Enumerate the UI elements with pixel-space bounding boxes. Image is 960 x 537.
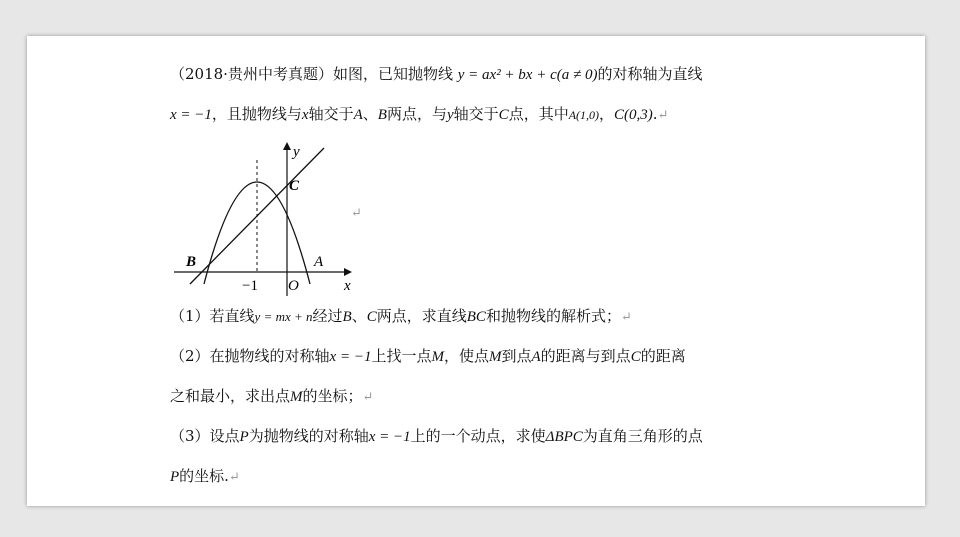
question-text: 两点，求直线 bbox=[376, 307, 467, 325]
point-P: P bbox=[170, 469, 180, 485]
label-B: B bbox=[186, 254, 197, 270]
question-text: 的坐标. bbox=[179, 467, 229, 485]
question-text: 之和最小，求出点 bbox=[170, 387, 291, 405]
question-text: 和抛物线的解析式； bbox=[485, 307, 621, 325]
coord-C: C(0,3) bbox=[614, 107, 653, 123]
var-x: x bbox=[301, 107, 309, 123]
question-text: （3）设点 bbox=[170, 427, 240, 445]
label-origin: O bbox=[288, 278, 299, 294]
question-3-continued bbox=[170, 466, 240, 488]
line-BC-label: BC bbox=[466, 309, 486, 325]
point-B: B bbox=[342, 309, 352, 325]
point-A: A bbox=[531, 349, 541, 365]
paragraph-mark: ↵ bbox=[657, 108, 669, 123]
parabola-equation: y = ax² + bx + c(a ≠ 0) bbox=[457, 67, 598, 83]
label-y: y bbox=[293, 144, 300, 160]
question-1 bbox=[170, 306, 632, 328]
paragraph-mark: ↵ bbox=[351, 206, 362, 221]
question-text: 经过 bbox=[312, 307, 343, 325]
period: . bbox=[652, 105, 658, 123]
x-axis-arrow bbox=[344, 268, 352, 276]
problem-text: 两点，与 bbox=[386, 105, 447, 123]
paragraph-mark: ↵ bbox=[620, 310, 632, 325]
point-A: A bbox=[353, 107, 363, 123]
problem-text: 点，其中 bbox=[508, 105, 569, 123]
question-text: （1）若直线 bbox=[170, 307, 255, 325]
problem-text: 轴交于 bbox=[308, 105, 354, 123]
question-2 bbox=[170, 346, 686, 367]
question-2-continued bbox=[170, 386, 373, 408]
var-y: y bbox=[446, 107, 454, 123]
problem-text: 的对称轴为直线 bbox=[597, 65, 703, 83]
label-C: C bbox=[289, 178, 300, 194]
problem-source: （2018·贵州中考真题） bbox=[170, 65, 333, 83]
question-text: 的距离与到点 bbox=[540, 347, 631, 365]
point-C: C bbox=[630, 349, 641, 365]
separator: 、 bbox=[351, 307, 367, 325]
problem-line-2 bbox=[170, 104, 668, 126]
question-text: 为直角三角形的点 bbox=[582, 427, 703, 445]
paragraph-mark: ↵ bbox=[228, 470, 240, 485]
axis-equation: x = −1 bbox=[170, 107, 212, 123]
point-M: M bbox=[431, 349, 444, 365]
problem-text: 轴交于 bbox=[453, 105, 499, 123]
question-text: 的坐标； bbox=[302, 387, 363, 405]
problem-text: 如图，已知抛物线 bbox=[332, 65, 453, 83]
label-neg1: −1 bbox=[242, 278, 258, 294]
point-M: M bbox=[290, 389, 303, 405]
question-text: 为抛物线的对称轴 bbox=[248, 427, 369, 445]
question-3 bbox=[170, 426, 703, 447]
separator: ， bbox=[599, 105, 615, 123]
point-P: P bbox=[239, 429, 249, 445]
point-B: B bbox=[377, 107, 387, 123]
problem-text: ，且抛物线与 bbox=[211, 105, 302, 123]
question-text: 上的一个动点，求使 bbox=[410, 427, 546, 445]
question-text: （2）在抛物线的对称轴 bbox=[170, 347, 330, 365]
axis-equation: x = −1 bbox=[329, 349, 372, 365]
problem-line-1 bbox=[170, 64, 702, 85]
paragraph-mark: ↵ bbox=[362, 390, 374, 405]
question-text: ，使点 bbox=[443, 347, 489, 365]
separator: 、 bbox=[362, 105, 378, 123]
question-text: 上找一点 bbox=[371, 347, 432, 365]
triangle-BPC: ΔBPC bbox=[545, 429, 583, 445]
coord-A: A(1,0) bbox=[568, 108, 600, 122]
question-text: 到点 bbox=[501, 347, 532, 365]
point-C: C bbox=[366, 309, 377, 325]
question-text: 的距离 bbox=[640, 347, 686, 365]
label-A: A bbox=[314, 254, 324, 270]
label-x: x bbox=[344, 278, 351, 294]
line-equation: y = mx + n bbox=[254, 309, 313, 324]
axis-equation: x = −1 bbox=[368, 429, 411, 445]
point-M: M bbox=[488, 349, 502, 365]
document-page bbox=[27, 36, 925, 506]
y-axis-arrow bbox=[283, 142, 291, 150]
point-C: C bbox=[498, 107, 509, 123]
parabola-figure bbox=[172, 140, 352, 296]
